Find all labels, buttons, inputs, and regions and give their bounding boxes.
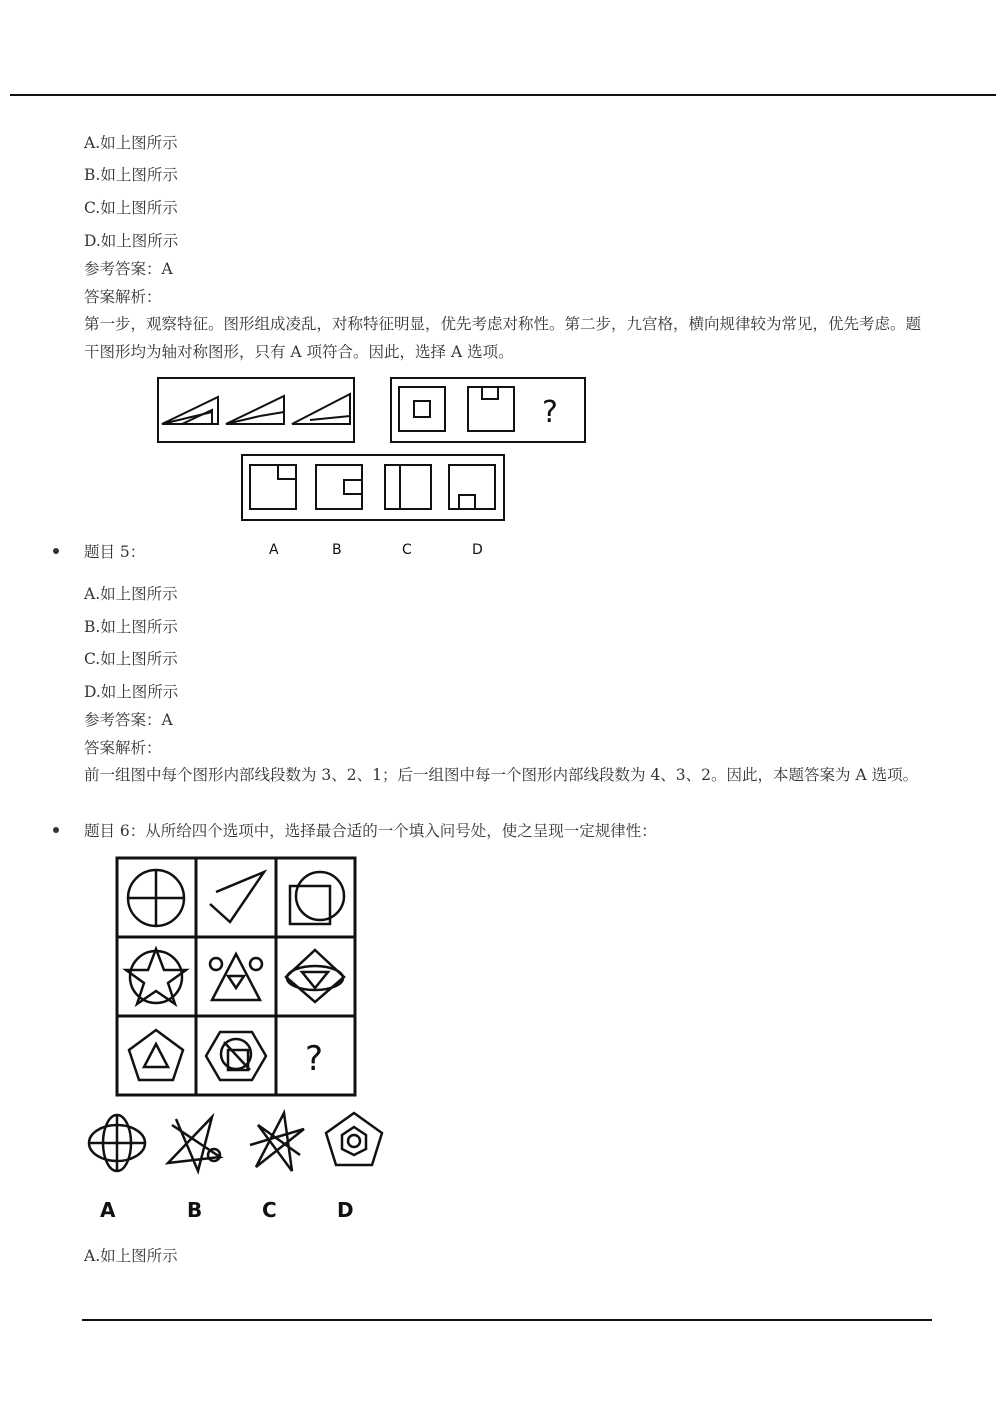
cell-1-circle-cross: [128, 870, 184, 926]
option-b: B.如上图所示: [84, 166, 178, 184]
q5-analysis-label: 答案解析：: [84, 739, 162, 757]
reference-answer: 参考答案：A: [84, 260, 173, 278]
bullet-q5: [53, 548, 59, 554]
figure1-label-d: D: [472, 542, 483, 558]
cell-8-hexagon: [206, 1032, 266, 1080]
q5-option-a: A.如上图所示: [84, 585, 178, 603]
figure-question-5: [150, 372, 600, 567]
option-c-star: [250, 1113, 304, 1171]
q6-label-c: C: [262, 1198, 277, 1222]
analysis-label: 答案解析：: [84, 288, 162, 306]
q5-option-b: B.如上图所示: [84, 618, 178, 636]
bullet-q6: [53, 827, 59, 833]
q5-option-d: D.如上图所示: [84, 683, 179, 701]
option-c-shape: [385, 465, 431, 509]
square-1-inner: [414, 401, 430, 417]
figure1-label-c: C: [402, 542, 412, 558]
analysis-text: 第一步，观察特征。图形组成凌乱，对称特征明显，优先考虑对称性。第二步，九宫格，横向规律较为常见，优先考虑。题干图形均为轴对称图形，只有 A 项符合。因此，选择 A 选项。: [84, 315, 922, 361]
cell-4-star-circle: [126, 949, 186, 1004]
figure-question-6-grid: [110, 852, 365, 1102]
q6-title: 题目 6：从所给四个选项中，选择最合适的一个填入问号处，使之呈现一定规律性：: [84, 822, 657, 840]
square-2: [468, 387, 514, 431]
q6-label-a: A: [100, 1198, 116, 1222]
grid-question-mark: ?: [305, 1039, 324, 1079]
q6-option-a: A.如上图所示: [84, 1247, 178, 1265]
footer-rule: [82, 1319, 932, 1321]
square-1: [399, 387, 445, 431]
q5-option-c: C.如上图所示: [84, 650, 178, 668]
q6-label-d: D: [337, 1198, 354, 1222]
cell-6-diamond-ellipse: [286, 950, 344, 1002]
option-a-shape: [250, 465, 296, 509]
option-d-pentagon: [326, 1113, 382, 1165]
q6-label-b: B: [187, 1198, 203, 1222]
triangle-2: [226, 396, 284, 424]
option-a-ellipses: [89, 1115, 145, 1171]
cell-3-square-circle: [290, 872, 344, 924]
cell-2-lines: [210, 872, 264, 922]
q5-title: 题目 5：: [84, 543, 146, 561]
option-d: D.如上图所示: [84, 232, 179, 250]
option-b-shape: [316, 465, 362, 509]
cell-7-pentagon-triangle: [129, 1030, 183, 1080]
option-b-star: [168, 1117, 220, 1171]
figure1-label-b: B: [332, 542, 342, 558]
q5-reference-answer: 参考答案：A: [84, 711, 173, 729]
q5-analysis-text: 前一组图中每个图形内部线段数为 3、2、1；后一组图中每一个图形内部线段数为 4、3、2。因此，本题答案为 A 选项。: [84, 766, 919, 784]
option-a: A.如上图所示: [84, 134, 178, 152]
figure-question-6-options: [80, 1105, 400, 1230]
cell-5-triangle-circles: [210, 954, 262, 1000]
option-c: C.如上图所示: [84, 199, 178, 217]
square-2-notch: [482, 387, 498, 399]
option-d-shape: [449, 465, 495, 509]
figure1-label-a: A: [269, 542, 279, 558]
figure1-question-mark: ?: [542, 395, 558, 430]
header-rule: [10, 94, 996, 96]
